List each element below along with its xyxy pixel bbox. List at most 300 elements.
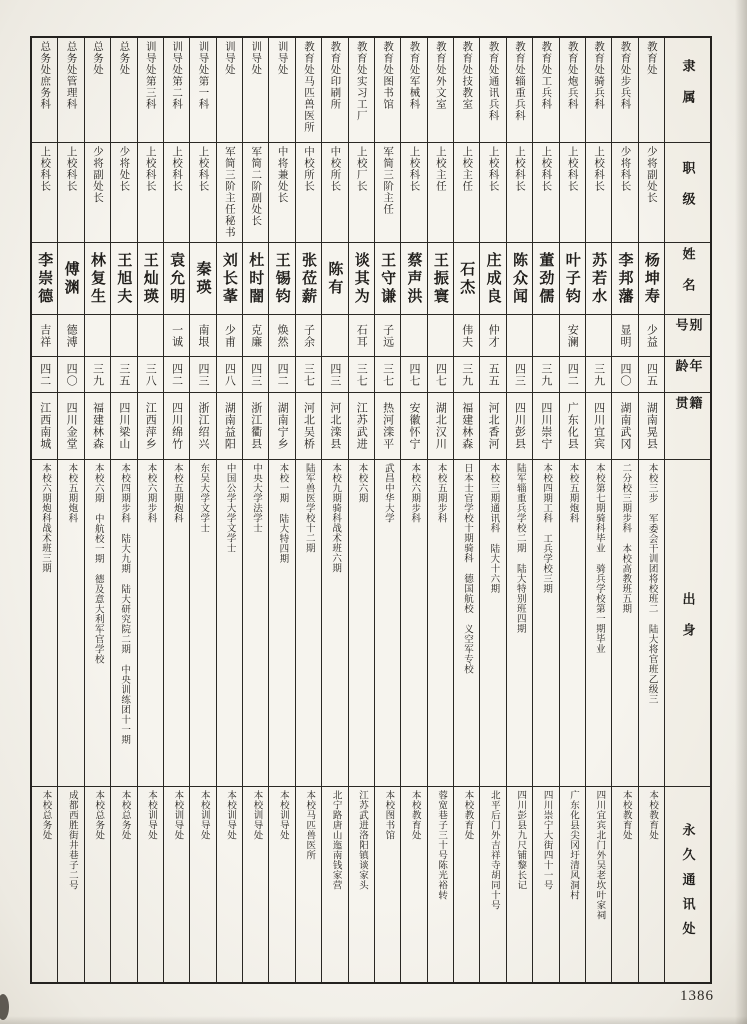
name-cell	[58, 242, 83, 314]
name-cell-text: 袁允明	[168, 251, 185, 306]
affiliation-cell-text: 教育处印刷所	[329, 41, 341, 110]
alias-cell	[269, 314, 294, 356]
row-header-column	[664, 38, 710, 982]
age-cell	[560, 356, 585, 392]
native-place-cell	[269, 392, 294, 459]
affiliation-cell-text: 教育处通讯兵科	[487, 41, 499, 122]
native-place-cell	[296, 392, 321, 459]
address-cell	[85, 786, 110, 982]
rank-cell	[612, 142, 637, 242]
row-label-address-text: 永久通讯处	[680, 822, 696, 947]
alias-cell	[296, 314, 321, 356]
name-cell-text: 王旭夫	[115, 251, 132, 306]
name-cell	[296, 242, 321, 314]
row-label-background-text: 出身	[680, 591, 696, 655]
affiliation-cell	[164, 38, 189, 142]
affiliation-cell-text: 训导处第三科	[144, 41, 156, 110]
rank-cell	[533, 142, 558, 242]
page-number: 1386	[680, 988, 714, 1004]
alias-cell-text: 克廉	[249, 323, 262, 348]
person-column	[84, 38, 110, 982]
native-place-cell-text: 四川梁山	[117, 402, 130, 450]
person-column	[400, 38, 426, 982]
background-cell-text: 本校六期	[356, 463, 367, 503]
native-place-cell-text: 湖南宁乡	[276, 402, 289, 450]
address-cell	[296, 786, 321, 982]
native-place-cell-text: 四川彭县	[513, 402, 526, 450]
address-cell	[269, 786, 294, 982]
age-cell	[190, 356, 215, 392]
rank-cell	[586, 142, 611, 242]
name-cell-text: 蔡声洪	[405, 251, 422, 306]
rank-cell	[454, 142, 479, 242]
alias-cell	[533, 314, 558, 356]
address-cell-text: 本校训导处	[145, 790, 156, 840]
affiliation-cell-text: 教育处	[645, 41, 657, 76]
alias-cell	[480, 314, 505, 356]
address-cell-text: 江苏武进洛阳镇谈家头	[356, 790, 367, 890]
native-place-cell	[639, 392, 664, 459]
address-cell	[428, 786, 453, 982]
alias-cell	[217, 314, 242, 356]
name-cell	[560, 242, 585, 314]
person-column	[585, 38, 611, 982]
affiliation-cell	[480, 38, 505, 142]
person-column	[638, 38, 664, 982]
background-cell-text: 东吴大学文学士	[198, 463, 209, 533]
background-cell-text: 本校三步 军委会干训团将校班二 陆大将官班乙级三	[646, 463, 657, 704]
affiliation-cell	[243, 38, 268, 142]
name-cell	[533, 242, 558, 314]
background-cell-text: 中国公学大学文学士	[224, 463, 235, 553]
background-cell	[164, 459, 189, 786]
name-cell	[480, 242, 505, 314]
age-cell-text: 四二	[170, 362, 183, 387]
name-cell-text: 叶子钧	[563, 251, 580, 306]
native-place-cell	[401, 392, 426, 459]
native-place-cell-text: 湖南武冈	[618, 402, 631, 450]
affiliation-cell-text: 训导处第二科	[171, 41, 183, 110]
rank-cell	[85, 142, 110, 242]
alias-cell-text: 伟夫	[460, 323, 473, 348]
age-cell	[164, 356, 189, 392]
name-cell	[349, 242, 374, 314]
name-cell-text: 陈有	[326, 260, 343, 297]
affiliation-cell-text: 教育处工兵科	[540, 41, 552, 110]
background-cell	[217, 459, 242, 786]
background-cell-text: 本校六期步科	[145, 463, 156, 523]
address-cell	[401, 786, 426, 982]
name-cell	[375, 242, 400, 314]
person-column	[242, 38, 268, 982]
name-cell-text: 李邦藩	[616, 251, 633, 306]
address-cell-text: 四川宜宾北门外吴老坎叶家祠	[594, 790, 605, 920]
affiliation-cell	[401, 38, 426, 142]
background-cell-text: 陆军兽医学校十二期	[303, 463, 314, 553]
rank-cell-text: 上校科长	[408, 146, 420, 192]
native-place-cell-text: 湖南益阳	[223, 402, 236, 450]
native-place-cell-text: 安徽怀宁	[407, 402, 420, 450]
age-cell-text: 四三	[196, 362, 209, 387]
affiliation-cell-text: 教育处炮兵科	[566, 41, 578, 110]
rank-cell	[349, 142, 374, 242]
address-cell	[32, 786, 57, 982]
address-cell-text: 北宁路唐山迤南钱家营	[330, 790, 341, 890]
native-place-cell-text: 浙江绍兴	[196, 402, 209, 450]
age-cell-text: 四五	[645, 362, 658, 387]
name-cell	[164, 242, 189, 314]
affiliation-cell	[138, 38, 163, 142]
person-column	[110, 38, 136, 982]
age-cell-text: 五五	[487, 362, 500, 387]
rank-cell-text: 少将副处长	[91, 146, 103, 204]
address-cell	[217, 786, 242, 982]
native-place-cell-text: 广东化县	[566, 402, 579, 450]
alias-cell	[164, 314, 189, 356]
native-place-cell	[190, 392, 215, 459]
alias-cell-text: 少益	[645, 323, 658, 348]
alias-cell	[612, 314, 637, 356]
address-cell	[507, 786, 532, 982]
age-cell-text: 四三	[249, 362, 262, 387]
age-cell	[138, 356, 163, 392]
age-cell	[269, 356, 294, 392]
address-cell	[533, 786, 558, 982]
native-place-cell-text: 江西南城	[38, 402, 51, 450]
native-place-cell-text: 河北吴桥	[302, 402, 315, 450]
background-cell-text: 本校九期骑科战术班六期	[330, 463, 341, 573]
name-cell	[322, 242, 347, 314]
native-place-cell-text: 湖北汉川	[434, 402, 447, 450]
row-label-background	[665, 459, 710, 786]
rank-cell-text: 上校科长	[39, 146, 51, 192]
affiliation-cell	[586, 38, 611, 142]
native-place-cell	[138, 392, 163, 459]
rank-cell-text: 上校主任	[461, 146, 473, 192]
native-place-cell	[111, 392, 136, 459]
rank-cell	[428, 142, 453, 242]
address-cell	[586, 786, 611, 982]
age-cell	[428, 356, 453, 392]
scan-edge-shadow-bottom	[0, 1016, 747, 1024]
affiliation-cell	[322, 38, 347, 142]
background-cell-text: 本校六期步科	[409, 463, 420, 523]
age-cell	[612, 356, 637, 392]
alias-cell	[349, 314, 374, 356]
address-cell	[322, 786, 347, 982]
affiliation-cell-text: 训导处第一科	[197, 41, 209, 110]
row-label-affiliation	[665, 38, 710, 142]
age-cell-text: 四三	[328, 362, 341, 387]
affiliation-cell	[296, 38, 321, 142]
rank-cell	[560, 142, 585, 242]
person-column	[532, 38, 558, 982]
rank-cell	[164, 142, 189, 242]
background-cell-text: 本校三期通讯科 陆大十六期	[488, 463, 499, 594]
rank-cell	[296, 142, 321, 242]
alias-cell-text: 显明	[618, 323, 631, 348]
background-cell	[58, 459, 83, 786]
name-cell	[612, 242, 637, 314]
age-cell	[111, 356, 136, 392]
row-label-address	[665, 786, 710, 982]
alias-cell	[454, 314, 479, 356]
row-label-age-text: 年龄	[673, 358, 703, 391]
address-cell	[480, 786, 505, 982]
alias-cell	[639, 314, 664, 356]
name-cell-text: 谈其为	[352, 251, 369, 306]
name-cell-text: 王振寰	[431, 251, 448, 306]
address-cell-text: 本校图书馆	[383, 790, 394, 840]
address-cell	[164, 786, 189, 982]
name-cell-text: 苏若水	[590, 251, 607, 306]
name-cell-text: 王锡钧	[273, 251, 290, 306]
address-cell	[349, 786, 374, 982]
alias-cell-text: 德溥	[65, 323, 78, 348]
alias-cell	[375, 314, 400, 356]
address-cell	[639, 786, 664, 982]
rank-cell	[217, 142, 242, 242]
person-column	[57, 38, 83, 982]
rank-cell	[190, 142, 215, 242]
age-cell	[85, 356, 110, 392]
address-cell	[190, 786, 215, 982]
native-place-cell	[349, 392, 374, 459]
affiliation-cell-text: 教育处步兵科	[619, 41, 631, 110]
person-column	[559, 38, 585, 982]
person-column	[163, 38, 189, 982]
native-place-cell-text: 浙江衢县	[249, 402, 262, 450]
name-cell-text: 杜时闇	[247, 251, 264, 306]
rank-cell	[32, 142, 57, 242]
alias-cell-text: 少甫	[223, 323, 236, 348]
native-place-cell-text: 河北香河	[487, 402, 500, 450]
alias-cell-text: 安澜	[566, 323, 579, 348]
person-column	[189, 38, 215, 982]
alias-cell	[428, 314, 453, 356]
alias-cell	[58, 314, 83, 356]
person-column	[268, 38, 294, 982]
affiliation-cell-text: 总务处	[91, 41, 103, 76]
name-cell	[269, 242, 294, 314]
rank-cell-text: 军简三阶主任秘书	[223, 146, 235, 238]
row-label-native-place	[665, 392, 710, 459]
rank-cell	[243, 142, 268, 242]
background-cell	[269, 459, 294, 786]
address-cell-text: 本校训导处	[198, 790, 209, 840]
affiliation-cell	[428, 38, 453, 142]
rank-cell-text: 上校科长	[65, 146, 77, 192]
background-cell-text: 本校五期炮科	[66, 463, 77, 523]
alias-cell-text: 焕然	[276, 323, 289, 348]
address-cell-text: 本校训导处	[251, 790, 262, 840]
background-cell	[586, 459, 611, 786]
age-cell-text: 四八	[223, 362, 236, 387]
affiliation-cell	[269, 38, 294, 142]
rank-cell-text: 中校所长	[329, 146, 341, 192]
native-place-cell	[58, 392, 83, 459]
age-cell-text: 三九	[460, 362, 473, 387]
age-cell-text: 三七	[355, 362, 368, 387]
person-column	[506, 38, 532, 982]
native-place-cell-text: 福建林森	[91, 402, 104, 450]
row-label-rank-text: 职级	[680, 161, 696, 224]
name-cell-text: 李崇德	[36, 251, 53, 306]
rank-cell-text: 少将处长	[118, 146, 130, 192]
name-cell	[243, 242, 268, 314]
name-cell-text: 秦瑛	[194, 260, 211, 297]
affiliation-cell	[375, 38, 400, 142]
age-cell	[32, 356, 57, 392]
affiliation-cell-text: 教育处外文室	[434, 41, 446, 110]
person-column	[348, 38, 374, 982]
address-cell-text: 本校教育处	[409, 790, 420, 840]
background-cell	[401, 459, 426, 786]
rank-cell-text: 上校科长	[144, 146, 156, 192]
address-cell-text: 北平后门外吉祥寺胡同十号	[488, 790, 499, 910]
native-place-cell	[533, 392, 558, 459]
name-cell-text: 庄成良	[484, 251, 501, 306]
row-label-rank	[665, 142, 710, 242]
person-column	[479, 38, 505, 982]
background-cell	[322, 459, 347, 786]
person-column	[216, 38, 242, 982]
affiliation-cell	[85, 38, 110, 142]
alias-cell-text: 仲才	[487, 323, 500, 348]
age-cell	[349, 356, 374, 392]
background-cell-text: 本校五期炮科	[171, 463, 182, 523]
affiliation-cell-text: 总务处管理科	[65, 41, 77, 110]
address-cell-text: 本校训导处	[277, 790, 288, 840]
alias-cell	[243, 314, 268, 356]
affiliation-cell	[560, 38, 585, 142]
background-cell	[507, 459, 532, 786]
background-cell-text: 本校五期炮科	[567, 463, 578, 523]
person-column	[427, 38, 453, 982]
age-cell	[454, 356, 479, 392]
address-cell-text: 本校教育处	[620, 790, 631, 840]
rank-cell-text: 上校科长	[513, 146, 525, 192]
age-cell-text: 四七	[434, 362, 447, 387]
affiliation-cell	[639, 38, 664, 142]
name-cell	[32, 242, 57, 314]
address-cell-text: 本校训导处	[225, 790, 236, 840]
rank-cell	[58, 142, 83, 242]
age-cell-text: 三七	[381, 362, 394, 387]
age-cell-text: 四〇	[618, 362, 631, 387]
address-cell	[138, 786, 163, 982]
affiliation-cell	[612, 38, 637, 142]
row-label-alias	[665, 314, 710, 356]
address-cell	[243, 786, 268, 982]
address-cell-text: 蓉宽巷子三十号陈光裕转	[436, 790, 447, 900]
age-cell	[507, 356, 532, 392]
person-column	[611, 38, 637, 982]
background-cell	[533, 459, 558, 786]
native-place-cell	[480, 392, 505, 459]
background-cell	[480, 459, 505, 786]
alias-cell	[586, 314, 611, 356]
address-cell-text: 本校总务处	[119, 790, 130, 840]
background-cell	[138, 459, 163, 786]
native-place-cell	[375, 392, 400, 459]
background-cell	[639, 459, 664, 786]
affiliation-cell	[349, 38, 374, 142]
age-cell-text: 三七	[302, 362, 315, 387]
background-cell	[243, 459, 268, 786]
rank-cell-text: 上校厂长	[355, 146, 367, 192]
address-cell	[375, 786, 400, 982]
native-place-cell	[612, 392, 637, 459]
address-cell-text: 成都西胜街井巷子二号	[66, 790, 77, 890]
alias-cell	[401, 314, 426, 356]
alias-cell	[111, 314, 136, 356]
rank-cell-text: 上校科长	[566, 146, 578, 192]
native-place-cell-text: 四川宜宾	[592, 402, 605, 450]
age-cell-text: 三八	[144, 362, 157, 387]
name-cell	[428, 242, 453, 314]
background-cell-text: 武昌中华大学	[382, 463, 393, 523]
rank-cell-text: 上校科长	[171, 146, 183, 192]
native-place-cell-text: 福建林森	[460, 402, 473, 450]
background-cell-text: 本校五期步科	[435, 463, 446, 523]
name-cell	[190, 242, 215, 314]
background-cell	[428, 459, 453, 786]
background-cell-text: 本校第七期骑科毕业 骑兵学校第一期毕业	[593, 463, 604, 654]
row-label-affiliation-text: 隶属	[680, 58, 696, 122]
affiliation-cell	[533, 38, 558, 142]
name-cell-text: 王灿瑛	[141, 251, 158, 306]
rank-cell-text: 上校科长	[540, 146, 552, 192]
affiliation-cell-text: 教育处辎重兵科	[513, 41, 525, 122]
address-cell-text: 本校马匹兽医所	[304, 790, 315, 860]
name-cell	[85, 242, 110, 314]
background-cell-text: 本校四期步科 陆大九期 陆大研究院二期 中央训练团十一期	[119, 463, 130, 745]
native-place-cell	[428, 392, 453, 459]
background-cell-text: 日本士官学校十期骑科 德国航校 义空军专校	[461, 463, 472, 674]
address-cell-text: 广东化县尖冈圩清风洞村	[567, 790, 578, 900]
age-cell-text: 四七	[407, 362, 420, 387]
age-cell-text: 四二	[38, 362, 51, 387]
background-cell	[454, 459, 479, 786]
native-place-cell-text: 江西萍乡	[144, 402, 157, 450]
native-place-cell-text: 四川绵竹	[170, 402, 183, 450]
affiliation-cell-text: 教育处马匹兽医所	[302, 41, 314, 133]
age-cell	[58, 356, 83, 392]
alias-cell	[507, 314, 532, 356]
person-column	[137, 38, 163, 982]
personnel-roster-table	[30, 36, 712, 984]
rank-cell-text: 军简二阶副处长	[250, 146, 262, 227]
rank-cell-text: 中校所长	[302, 146, 314, 192]
background-cell-text: 本校六期 中航校一期 德及意大利军官学校	[92, 463, 103, 664]
row-label-name	[665, 242, 710, 314]
rank-cell	[322, 142, 347, 242]
background-cell-text: 本校四期工科 工兵学校三期	[541, 463, 552, 594]
background-cell	[296, 459, 321, 786]
age-cell-text: 四〇	[65, 362, 78, 387]
alias-cell-text: 一诚	[170, 323, 183, 348]
person-column	[295, 38, 321, 982]
native-place-cell-text: 四川崇宁	[539, 402, 552, 450]
background-cell-text: 本校六期炮科战术班三期	[39, 463, 50, 573]
address-cell	[111, 786, 136, 982]
scan-edge-shadow-right	[735, 0, 747, 1024]
native-place-cell-text: 湖南晃县	[645, 402, 658, 450]
background-cell	[190, 459, 215, 786]
background-cell	[349, 459, 374, 786]
rank-cell-text: 上校科长	[487, 146, 499, 192]
